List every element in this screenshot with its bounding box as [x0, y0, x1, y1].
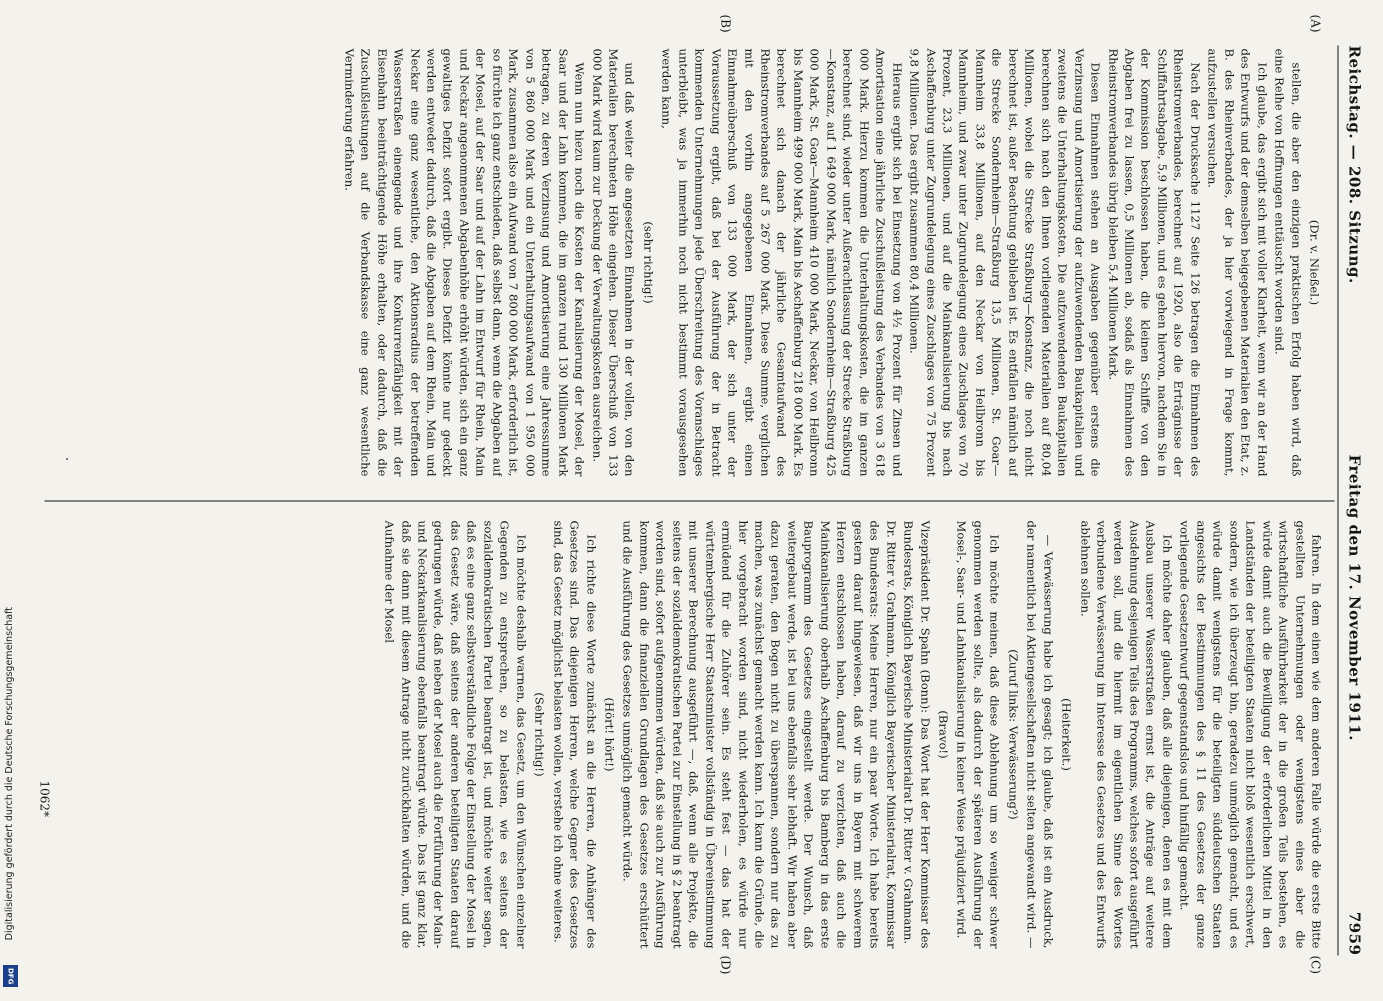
paragraph: Ich glaube, das ergibt sich mit voller Klarheit, wenn wir an der Hand des Entwurfs und der demselben beigegebenen Materialien den Etat, z. B. des Rheinverbandes, der ja hier vorwiegend in Frage kommt, aufzustellen versuchen. [1205, 48, 1270, 477]
interjection: (sehr richtig!) [641, 221, 656, 304]
paragraph: Diesen Einnahmen stehen an Ausgaben gegenüber erstens die Verzinsung und Amortisierung der aufzuwendenden Baukapitalien und zweitens die Unterhaltungskosten. Die aufzuwendenden Baukapitalien berechnen sich nach den Ihnen vorliegenden Materialien auf 80,04 Millionen, wobei die Strecke Straßburg—Konstanz, die noch nicht berechnet ist, außer Beachtung geblieben ist. Es entfallen nämlich auf die Strecke Sondernheim—Straßburg 13,5 Millionen, St. Goar—Mannheim 33,8 Millionen, auf den Neckar von Heilbronn bis Mannheim, und zwar unter Zugrundelegung eines Zuschlages von 70 Prozent, 23,3 Millionen, und auf die Mainkanalisierung bis nach Aschaffenburg unter Zugrundelegung eines Zuschlages von 75 Prozent 9,8 Millionen. Das ergibt zusammen 80,4 Millionen. [907, 48, 1103, 477]
dfg-logo-icon: DFG [3, 965, 18, 987]
interjection: (Zuruf links: Verwässerung?) [1006, 649, 1021, 820]
margin-marker-d: (D) [718, 955, 733, 975]
interjection: (Dr. v. Nießel.) [1307, 219, 1322, 306]
column-divider [45, 501, 1335, 502]
paragraph: Nach der Drucksache 1127 Seite 126 betragen die Einnahmen des Rheinstromverbandes, berechnet auf 1920, also die Erträgnisse der Schiffahrtsabgabe, 5,9 Millionen, und es gehen hiervon, nachdem Sie in der Kommission beschlossen haben, die kleinen Schiffe von den Abgaben frei zu lassen, 0,5 Millionen ab, sodaß als Einnahmen des Rheinstromverbandes übrig bleiben 5,4 Millionen Mark. [1106, 48, 1203, 477]
paragraph: — Verwässerung habe ich gesagt; ich glaube, daß ist ein Ausdruck, der namentlich bei Aktiengesellschaften nicht selten angewandt wird. — [1024, 520, 1056, 949]
header-left: Reichstag. — 208. Sitzung. [1345, 45, 1364, 284]
paragraph: Ich möchte meinen, daß diese Ablehnung um so weniger schwer genommen werden sollte, als dadurch der späteren Ausführung der Mosel-, Saar- und Lahnkanalisierung in keiner Weise präjudiziert wird. [954, 520, 1002, 949]
margin-marker-b: (B) [718, 14, 733, 33]
right-column [62, 521, 1325, 949]
rotated-document-page [0, 1, 1383, 1001]
header-rule [1338, 46, 1339, 956]
speaker-paragraph: Dr. Ritter v. Grahmann, Königlich Bayerischer Ministerialrat, Kommissar des Bundesrats: Meine Herren, nur ein paar Worte. Ich habe bereits gestern darauf hingewiesen, daß wir uns in Bayern mit schwerem Herzen entschlossen haben, darauf zu verzichten, daß auch die Mainkanalisierung oberhalb Aschaffenburg bis Bamberg in das erste Bauprogramm des Gesetzes eingestellt werde. Der Wunsch, daß weitergebaut werde, ist bei uns ebenfalls sehr lebhaft. Wir haben aber dazu geraten, den Bogen nicht zu überspannen, sondern nur das zu machen, was zunächst gemacht werden kann. Ich kann die Gründe, die hier vorgebracht worden sind, nicht wiederholen, es würde nur ermüdend für die Zuhörer sein. Es steht fest — das hat der württembergische Herr Staatsminister vollständig in Übereinstimmung mit unserer Berechnung ausgeführt —, daß, wenn alle Projekte, die seitens der sozialdemokratischen Partei zur Einstellung in § 2 beantragt worden sind, sofort aufgenommen würden, daß sie auch zur Ausführung kommen, dann die finanziellen Grundlagen des Gesetzes erschüttert und die Ausführung des Gesetzes unmöglich gemacht würde. [620, 520, 899, 949]
paragraph: Hieraus ergibt sich bei Einsetzung von 4½ Prozent für Zinsen und Amortisation eine jährliche Zuschußleistung des Verbandes von 3 618 000 Mark. Hierzu kommen die Unterhaltungskosten, die im ganzen berechnet sind, wieder unter Außerachtlassung der Strecke Straßburg—Konstanz, auf 1 649 000 Mark, nämlich Sondernheim—Straßburg 425 000 Mark, St. Goar—Mannheim 410 000 Mark, Neckar, von Heilbronn bis Mannheim 499 000 Mark, Main bis Aschaffenburg 218 000 Mark. Es berechnet sich danach der jährliche Gesamtaufwand des Rheinstromverbandes auf 5 267 000 Mark. Diese Summe, verglichen mit den vorhin angegebenen Einnahmen, ergibt einen Einnahmeüberschuß von 133 000 Mark, der sich unter der Voraussetzung ergibt, daß bei der Ausführung der in Betracht kommenden Unternehmungen jede Überschreitung des Voranschlages unterbleibt, was ja immerhin noch nicht bestimmt vorausgesehen werden kann, [659, 48, 905, 477]
page-header [1343, 46, 1367, 956]
margin-marker-c: (C) [1308, 955, 1323, 975]
digitization-credit: Digitalisierung gefördert durch die Deutsche Forschungsgemeinschaft [4, 607, 15, 941]
header-page-number: 7959 [1345, 911, 1364, 956]
margin-marker-a: (A) [1308, 14, 1323, 33]
left-column [62, 49, 1325, 477]
paragraph: Ich möchte daher glauben, daß alle diejenigen, denen es mit dem Ausbau unserer Wasserstraßen ernst ist, die Anträge auf weitere Ausdehnung desjenigen Teils des Programms, welches sofort ausgeführt werden soll, und die hiermit im eigentlichen Sinne des Wortes verbundene Verwässerung im Interesse des Gesetzes und des Entwurfs ablehnen sollen. [1078, 520, 1175, 949]
paragraph: Ich möchte deshalb warnen, das Gesetz, um den Wünschen einzelner Gegenden zu entsprechen, so zu belasten, wie es seitens der sozialdemokratischen Partei beantragt ist, und möchte weiter sagen, daß es eine ganz selbstverständliche Folge der Einstellung der Mosel in das Gesetz wäre, daß seitens der anderen beteiligten Staaten darauf gedrungen würde, daß neben der Mosel auch die Fortführung der Main- und Neckarkanalisierung ebenfalls beantragt würde. Das ist ganz klar, daß sie dann mit diesem Antrage nicht zurückhalten würden, und die Aufnahme der Mosel [382, 520, 529, 949]
interjection: (Bravo!) [936, 710, 951, 759]
paragraph: Ich richte diese Worte zunächst an die Herren, die Anhänger des Gesetzes sind. Das diejenigen Herren, welche Gegner des Gesetzes sind, das Gesetz möglichst belasten wollen, verstehe ich ohne weiteres. [551, 520, 599, 949]
interjection: (Hört! hört!) [602, 697, 617, 772]
interjection: (Sehr richtig!) [532, 692, 547, 777]
paragraph: stellen, die aber den einzigen praktischen Erfolg haben wird, daß eine Reihe von Hoffnungen enttäuscht worden sind. [1272, 48, 1304, 477]
interjection: (Heiterkeit.) [1059, 698, 1074, 771]
footer-page-number: 1062* [37, 780, 52, 818]
paragraph: Wenn nun hiezu noch die Kosten der Kanalisierung der Mosel, der Saar und der Lahn kommen, die im ganzen rund 130 Millionen Mark betragen, zu deren Verzinsung und Amortisierung eine Jahressumme von 5 860 000 Mark und ein Unterhaltungsaufwand von 1 950 000 Mark, zusammen also ein Aufwand von 7 800 000 Mark, erforderlich ist, so fürchte ich ganz entschieden, daß selbst dann, wenn die Abgaben auf der Mosel, auf der Saar und auf der Lahn im Entwurf für Rhein, Main und Neckar angenommenen Abgabenhöhe erhöht würden, sich ein ganz gewaltiges Defizit sofort ergibt. Dieses Defizit könnte nur gedeckt werden entweder dadurch, daß die Abgaben auf dem Rhein, Main und Neckar eine ganz wesentliche, den Aktionsradius der betreffenden Wasserstraßen einengende und ihre Konkurrenzfähigkeit mit der Eisenbahn beeinträchtigende Höhe erhalten, oder dadurch, daß die Zuschußleistungen auf die Verbandskasse eine ganz wesentliche Verminderung erfahren. [342, 48, 587, 477]
paragraph: fahren. In dem einen wie dem anderen Falle würde die erste Bitte gestellten Unternehmungen oder wenigstens eines aber die wirtschaftliche Ausführbarkeit der in die großen Teils bestehen, es würde damit auch die Bewilligung der erforderlichen Mittel in den Landständen der beteiligten Staaten nicht bloß wesentlich erschwert, sondern, wie ich überzeugt bin, geradezu unmöglich gemacht, und es würde damit wenigstens für die beteiligten süddeutschen Staaten angesichts der Bestimmungen des § 11 des Gesetzes der ganze vorliegende Gesetzentwurf gegenstandslos und hinfällig gemacht. [1177, 520, 1324, 949]
speaker-paragraph: Vizepräsident Dr. Spahn (Bonn): Das Wort hat der Herr Kommissar des Bundesrats, Königlich Bayerische Ministerialrat Dr. Ritter v. Grahmann. [901, 520, 933, 949]
header-center: Freitag den 17. November 1911. [1345, 454, 1364, 741]
paragraph: und daß weiter die angesetzten Einnahmen in der vollen, von den Materialien berechneten Höhe eingehen. Dieser Überschuß von 133 000 Mark wird kaum zur Deckung der Verwaltungskosten ausreichen. [590, 48, 637, 477]
